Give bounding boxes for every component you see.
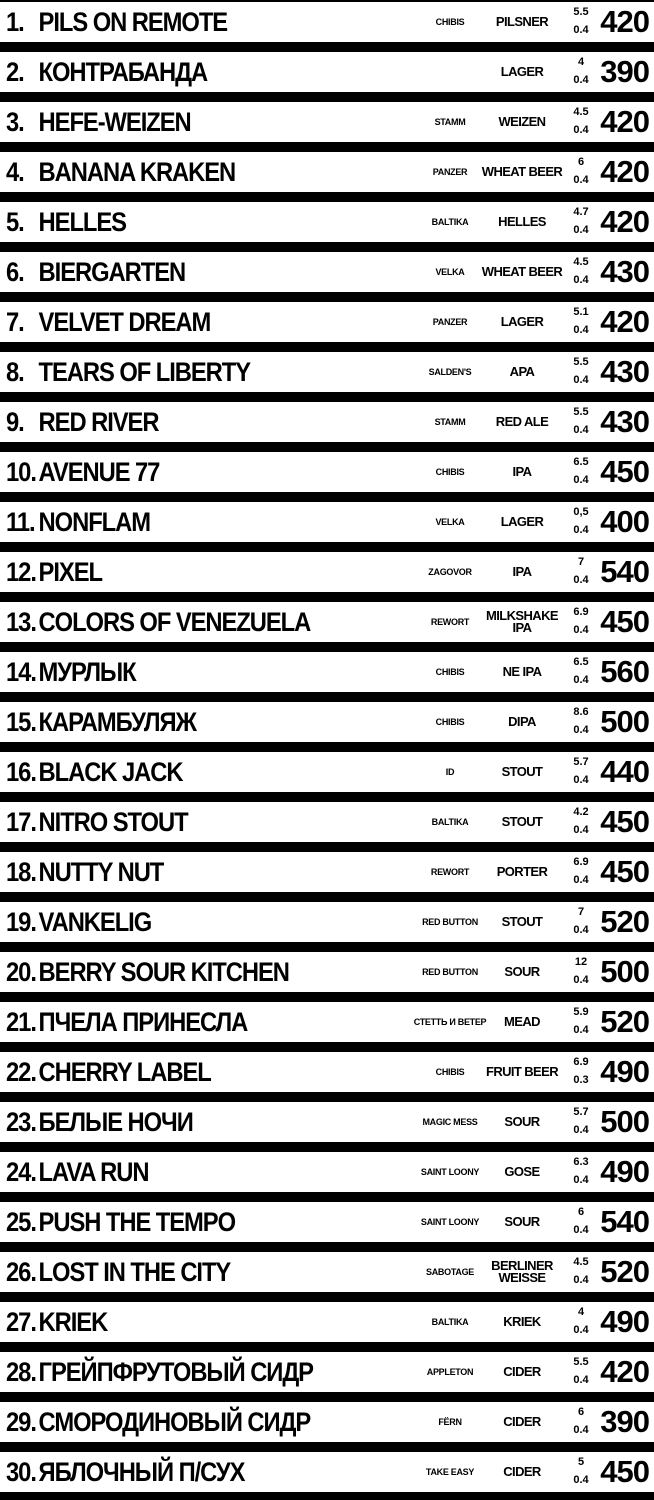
item-number: 1. <box>6 7 24 37</box>
menu-row <box>0 202 654 242</box>
beer-title <box>6 1402 367 1442</box>
brewery-label: СТЕТТЬ И ВЕТЕР <box>413 1017 487 1027</box>
beer-style: IPA <box>512 464 532 479</box>
price: 390 <box>600 1404 649 1439</box>
item-number: 28. <box>6 1357 36 1387</box>
beer-name: СМОРОДИНОВЫЙ СИДР <box>38 1407 311 1437</box>
menu-row <box>0 1102 654 1142</box>
beer-name: КАРАМБУЛЯЖ <box>38 707 196 737</box>
beer-style: NE IPA <box>502 664 542 679</box>
beer-title <box>6 752 367 792</box>
beer-title <box>6 1352 367 1392</box>
beer-style: IPA <box>512 564 532 579</box>
beer-style: PILSNER <box>495 14 549 29</box>
price: 420 <box>600 1354 649 1389</box>
beer-title <box>6 602 367 642</box>
brewery-label: RED BUTTON <box>422 967 478 977</box>
price: 500 <box>600 1104 649 1139</box>
beer-style: LAGER <box>500 314 544 329</box>
brewery-label: CHIBIS <box>435 1067 465 1077</box>
price: 560 <box>600 654 649 689</box>
beer-title <box>6 802 367 842</box>
price: 490 <box>600 1304 649 1339</box>
volume-value: 0.4 <box>573 724 589 736</box>
item-number: 12. <box>6 557 36 587</box>
brewery-label: BALTIKA <box>431 1317 469 1327</box>
volume-value: 0.4 <box>573 924 589 936</box>
item-number: 24. <box>6 1157 36 1187</box>
item-number: 13. <box>6 607 36 637</box>
beer-title <box>6 52 367 92</box>
volume-value: 0.4 <box>573 1024 589 1036</box>
beer-style: WHEAT BEER <box>481 264 563 279</box>
price: 540 <box>600 1204 649 1239</box>
beer-style: RED ALE <box>495 414 549 429</box>
abv-value: 8.6 <box>573 706 589 718</box>
beer-style: STOUT <box>501 914 543 929</box>
beer-name: BERRY SOUR KITCHEN <box>38 957 289 987</box>
beer-name: VELVET DREAM <box>38 307 211 337</box>
volume-value: 0.4 <box>573 1224 589 1236</box>
item-number: 3. <box>6 107 24 137</box>
item-number: 11. <box>6 507 35 537</box>
item-number: 4. <box>6 157 24 187</box>
menu-row <box>0 652 654 692</box>
beer-name: КОНТРАБАНДА <box>38 57 208 87</box>
abv-value: 7 <box>577 906 585 918</box>
abv-value: 6.3 <box>573 1156 589 1168</box>
menu-row <box>0 152 654 192</box>
volume-value: 0.4 <box>573 1424 589 1436</box>
item-number: 23. <box>6 1107 36 1137</box>
beer-style: SOUR <box>504 964 540 979</box>
menu-row <box>0 1252 654 1292</box>
beer-title <box>6 502 367 542</box>
abv-value: 5 <box>577 1456 585 1468</box>
beer-title <box>6 1302 367 1342</box>
beer-name: BLACK JACK <box>38 757 183 787</box>
abv-value: 12 <box>574 956 588 968</box>
abv-value: 6.9 <box>573 856 589 868</box>
menu-row <box>0 952 654 992</box>
volume-value: 0.4 <box>573 1124 589 1136</box>
beer-name: AVENUE 77 <box>38 457 160 487</box>
beer-name: COLORS OF VENEZUELA <box>38 607 311 637</box>
price: 420 <box>600 154 649 189</box>
beer-name: LOST IN THE CITY <box>38 1257 231 1287</box>
beer-title <box>6 102 367 142</box>
beer-name: NUTTY NUT <box>38 857 164 887</box>
menu-row <box>0 1052 654 1092</box>
item-number: 27. <box>6 1307 36 1337</box>
beer-style: HELLES <box>498 214 546 229</box>
item-number: 25. <box>6 1207 36 1237</box>
brewery-label: SAINT LOONY <box>420 1217 480 1227</box>
beer-style: CIDER <box>503 1464 541 1479</box>
volume-value: 0.4 <box>573 874 589 886</box>
item-number: 8. <box>6 357 24 387</box>
price: 420 <box>600 104 649 139</box>
menu-row <box>0 1402 654 1442</box>
abv-value: 5.5 <box>573 406 589 418</box>
beer-title <box>6 902 367 942</box>
abv-value: 4.7 <box>573 206 589 218</box>
beer-title <box>6 852 367 892</box>
brewery-label: ID <box>445 767 455 777</box>
beer-style: FRUIT BEER <box>485 1064 558 1079</box>
beer-title <box>6 552 367 592</box>
item-number: 16. <box>6 757 36 787</box>
volume-value: 0.4 <box>573 274 589 286</box>
beer-style: STOUT <box>501 814 543 829</box>
menu-row <box>0 702 654 742</box>
menu-row <box>0 852 654 892</box>
item-number: 26. <box>6 1257 36 1287</box>
price: 520 <box>600 1254 649 1289</box>
beer-style: LAGER <box>500 64 544 79</box>
beer-name: BANANA KRAKEN <box>38 157 236 187</box>
menu-row <box>0 1452 654 1492</box>
volume-value: 0.4 <box>573 574 589 586</box>
abv-value: 6 <box>577 1406 585 1418</box>
volume-value: 0.4 <box>573 824 589 836</box>
beer-style: PORTER <box>496 864 548 879</box>
brewery-label: MAGIC MESS <box>422 1117 478 1127</box>
menu-row <box>0 352 654 392</box>
abv-value: 4.2 <box>573 806 589 818</box>
beer-title <box>6 652 367 692</box>
beer-style: LAGER <box>500 514 544 529</box>
item-number: 18. <box>6 857 36 887</box>
volume-value: 0.3 <box>573 1074 589 1086</box>
brewery-label: CHIBIS <box>435 667 465 677</box>
brewery-label: REWORT <box>430 617 470 627</box>
price: 430 <box>600 404 649 439</box>
brewery-label: VELKA <box>435 267 465 277</box>
abv-value: 4.5 <box>573 106 589 118</box>
price: 520 <box>600 904 649 939</box>
beer-name: KRIEK <box>38 1307 108 1337</box>
volume-value: 0.4 <box>573 374 589 386</box>
price: 500 <box>600 954 649 989</box>
volume-value: 0.4 <box>573 174 589 186</box>
brewery-label: CHIBIS <box>435 717 465 727</box>
menu-row <box>0 1302 654 1342</box>
beer-title <box>6 2 367 42</box>
beer-title <box>6 1002 367 1042</box>
menu-row <box>0 502 654 542</box>
item-number: 21. <box>6 1007 36 1037</box>
item-number: 10. <box>6 457 36 487</box>
item-number: 5. <box>6 207 24 237</box>
item-number: 7. <box>6 307 24 337</box>
beer-name: PUSH THE TEMPO <box>38 1207 236 1237</box>
menu-row <box>0 302 654 342</box>
brewery-label: SALDEN'S <box>428 367 472 377</box>
abv-value: 6.5 <box>573 656 589 668</box>
beer-name: HEFE-WEIZEN <box>38 107 191 137</box>
brewery-label: PANZER <box>432 317 468 327</box>
volume-value: 0.4 <box>573 524 589 536</box>
volume-value: 0.4 <box>573 1324 589 1336</box>
brewery-label: STAMM <box>434 417 466 427</box>
beer-name: TEARS OF LIBERTY <box>38 357 251 387</box>
abv-value: 4.5 <box>573 256 589 268</box>
abv-value: 6.5 <box>573 456 589 468</box>
menu-row <box>0 1002 654 1042</box>
menu-row <box>0 1152 654 1192</box>
beer-title <box>6 1102 367 1142</box>
beer-title <box>6 152 367 192</box>
beer-style: WHEAT BEER <box>481 164 563 179</box>
brewery-label: TAKE EASY <box>425 1467 475 1477</box>
beer-name: PIXEL <box>38 557 102 587</box>
menu-row <box>0 402 654 442</box>
beer-name: ПЧЕЛА ПРИНЕСЛА <box>38 1007 248 1037</box>
price: 430 <box>600 354 649 389</box>
menu-row <box>0 252 654 292</box>
brewery-label: VELKA <box>435 517 465 527</box>
beer-style: WEIZEN <box>498 114 546 129</box>
beer-title <box>6 1152 367 1192</box>
price: 500 <box>600 704 649 739</box>
volume-value: 0.4 <box>573 1374 589 1386</box>
abv-value: 5.7 <box>573 756 589 768</box>
price: 420 <box>600 304 649 339</box>
beer-style: SOUR <box>504 1114 540 1129</box>
beer-style: MILKSHAKE IPA <box>486 608 558 635</box>
menu-row <box>0 802 654 842</box>
beer-style: BERLINER WEISSE <box>491 1258 553 1285</box>
abv-value: 5.5 <box>573 356 589 368</box>
price: 400 <box>600 504 649 539</box>
price: 430 <box>600 254 649 289</box>
menu-row <box>0 602 654 642</box>
abv-value: 5.7 <box>573 1106 589 1118</box>
abv-value: 4 <box>577 1306 585 1318</box>
beer-title <box>6 1252 367 1292</box>
brewery-label: FËRN <box>438 1417 462 1427</box>
volume-value: 0.4 <box>573 674 589 686</box>
beer-style: KRIEK <box>503 1314 541 1329</box>
beer-name: LAVA RUN <box>38 1157 149 1187</box>
beer-name: BIERGARTEN <box>38 257 186 287</box>
volume-value: 0.4 <box>573 774 589 786</box>
brewery-label: SABOTAGE <box>426 1267 474 1277</box>
volume-value: 0.4 <box>573 1274 589 1286</box>
item-number: 29. <box>6 1407 36 1437</box>
menu-row <box>0 2 654 42</box>
beer-name: PILS ON REMOTE <box>38 7 228 37</box>
volume-value: 0.4 <box>573 474 589 486</box>
beer-title <box>6 1052 367 1092</box>
beer-title <box>6 702 367 742</box>
abv-value: 6 <box>577 156 585 168</box>
price: 490 <box>600 1054 649 1089</box>
abv-value: 6.9 <box>573 606 589 618</box>
abv-value: 0,5 <box>573 506 589 518</box>
brewery-label: CHIBIS <box>435 17 465 27</box>
price: 450 <box>600 804 649 839</box>
beer-style: GOSE <box>504 1164 540 1179</box>
brewery-label: SAINT LOONY <box>420 1167 480 1177</box>
abv-value: 5.5 <box>573 1356 589 1368</box>
abv-value: 4.5 <box>573 1256 589 1268</box>
price: 450 <box>600 454 649 489</box>
beer-title <box>6 452 367 492</box>
beer-name: ЯБЛОЧНЫЙ П/СУХ <box>38 1457 245 1487</box>
beer-title <box>6 352 367 392</box>
brewery-label: APPLETON <box>426 1367 474 1377</box>
item-number: 30. <box>6 1457 36 1487</box>
price: 420 <box>600 204 649 239</box>
price: 420 <box>600 4 649 39</box>
menu-row <box>0 1352 654 1392</box>
abv-value: 4 <box>577 56 585 68</box>
beer-name: МУРЛЫК <box>38 657 136 687</box>
volume-value: 0.4 <box>573 624 589 636</box>
volume-value: 0.4 <box>573 1474 589 1486</box>
price: 450 <box>600 854 649 889</box>
volume-value: 0.4 <box>573 224 589 236</box>
menu-row <box>0 1202 654 1242</box>
brewery-label: BALTIKA <box>431 817 469 827</box>
abv-value: 5.5 <box>573 6 589 18</box>
beer-title <box>6 252 367 292</box>
menu-row <box>0 52 654 92</box>
volume-value: 0.4 <box>573 124 589 136</box>
item-number: 19. <box>6 907 36 937</box>
brewery-label: STAMM <box>434 117 466 127</box>
beer-style: CIDER <box>503 1414 541 1429</box>
beer-style: STOUT <box>501 764 543 779</box>
beer-style: MEAD <box>504 1014 540 1029</box>
item-number: 6. <box>6 257 24 287</box>
volume-value: 0.4 <box>573 324 589 336</box>
beer-style: APA <box>509 364 535 379</box>
price: 390 <box>600 54 649 89</box>
beer-name: БЕЛЫЕ НОЧИ <box>38 1107 193 1137</box>
beer-style: CIDER <box>503 1364 541 1379</box>
item-number: 17. <box>6 807 36 837</box>
beer-name: NITRO STOUT <box>38 807 188 837</box>
item-number: 22. <box>6 1057 36 1087</box>
abv-value: 5.9 <box>573 1006 589 1018</box>
item-number: 15. <box>6 707 36 737</box>
price: 490 <box>600 1154 649 1189</box>
volume-value: 0.4 <box>573 974 589 986</box>
volume-value: 0.4 <box>573 74 589 86</box>
beer-title <box>6 952 367 992</box>
volume-value: 0.4 <box>573 424 589 436</box>
beer-name: CHERRY LABEL <box>38 1057 211 1087</box>
brewery-label: REWORT <box>430 867 470 877</box>
abv-value: 6 <box>577 1206 585 1218</box>
item-number: 20. <box>6 957 36 987</box>
brewery-label: RED BUTTON <box>422 917 478 927</box>
beer-style: SOUR <box>504 1214 540 1229</box>
abv-value: 7 <box>577 556 585 568</box>
price: 520 <box>600 1004 649 1039</box>
item-number: 2. <box>6 57 24 87</box>
price: 450 <box>600 604 649 639</box>
beer-title <box>6 402 367 442</box>
beer-name: VANKELIG <box>38 907 152 937</box>
menu-row <box>0 452 654 492</box>
beer-title <box>6 302 367 342</box>
abv-value: 5.1 <box>573 306 589 318</box>
abv-value: 6.9 <box>573 1056 589 1068</box>
beer-name: NONFLAM <box>38 507 150 537</box>
menu-row <box>0 752 654 792</box>
beer-style: DIPA <box>508 714 536 729</box>
beer-name: ГРЕЙПФРУТОВЫЙ СИДР <box>38 1357 313 1387</box>
brewery-label: BALTIKA <box>431 217 469 227</box>
brewery-label: CHIBIS <box>435 467 465 477</box>
item-number: 14. <box>6 657 36 687</box>
volume-value: 0.4 <box>573 1174 589 1186</box>
brewery-label: ZAGOVOR <box>428 567 472 577</box>
item-number: 9. <box>6 407 24 437</box>
price: 450 <box>600 1454 649 1489</box>
beer-title <box>6 202 367 242</box>
beer-name: HELLES <box>38 207 126 237</box>
menu-row <box>0 552 654 592</box>
menu-row <box>0 102 654 142</box>
price: 540 <box>600 554 649 589</box>
beer-name: RED RIVER <box>38 407 159 437</box>
beer-title <box>6 1452 367 1492</box>
volume-value: 0.4 <box>573 24 589 36</box>
price: 440 <box>600 754 649 789</box>
brewery-label: PANZER <box>432 167 468 177</box>
beer-title <box>6 1202 367 1242</box>
menu-row <box>0 902 654 942</box>
